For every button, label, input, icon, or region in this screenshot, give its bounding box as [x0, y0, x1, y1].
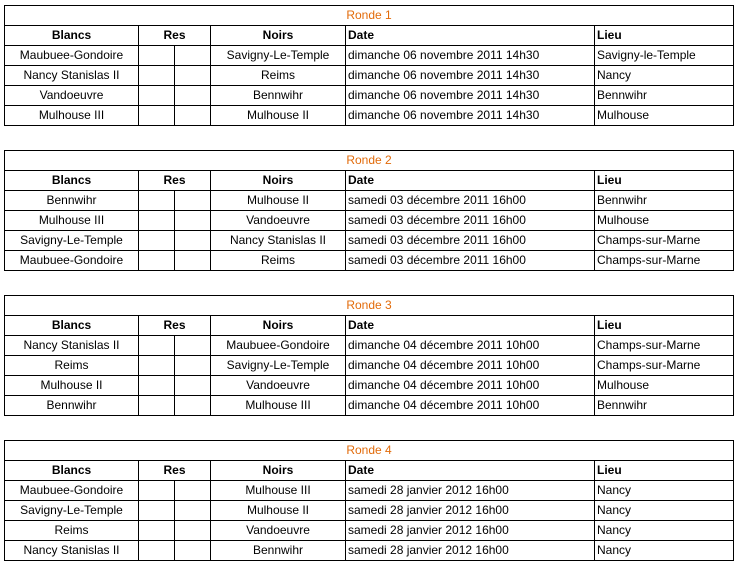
round-3-table	[4, 295, 734, 416]
black-result-cell	[175, 231, 211, 251]
column-header-row	[5, 461, 734, 481]
game-row	[5, 481, 734, 501]
white-result-cell	[139, 66, 175, 86]
black-team: Mulhouse III	[211, 481, 346, 501]
game-date: dimanche 04 décembre 2011 10h00	[346, 336, 595, 356]
white-result-cell	[139, 86, 175, 106]
header-lieu: Lieu	[595, 316, 734, 336]
game-date: samedi 03 décembre 2011 16h00	[346, 191, 595, 211]
black-result-cell	[175, 106, 211, 126]
white-result-cell	[139, 481, 175, 501]
game-date: samedi 28 janvier 2012 16h00	[346, 501, 595, 521]
black-team: Savigny-Le-Temple	[211, 46, 346, 66]
white-team: Mulhouse III	[5, 106, 139, 126]
game-date: samedi 03 décembre 2011 16h00	[346, 231, 595, 251]
black-result-cell	[175, 481, 211, 501]
game-location: Nancy	[595, 521, 734, 541]
black-result-cell	[175, 46, 211, 66]
game-location: Champs-sur-Marne	[595, 356, 734, 376]
game-location: Nancy	[595, 501, 734, 521]
white-team: Reims	[5, 356, 139, 376]
header-res: Res	[139, 461, 211, 481]
white-result-cell	[139, 46, 175, 66]
black-team: Reims	[211, 251, 346, 271]
round-2-table	[4, 150, 734, 271]
round-title-row	[5, 151, 734, 171]
black-team: Mulhouse II	[211, 501, 346, 521]
game-date: dimanche 04 décembre 2011 10h00	[346, 376, 595, 396]
black-result-cell	[175, 211, 211, 231]
game-location: Bennwihr	[595, 86, 734, 106]
header-res: Res	[139, 26, 211, 46]
black-result-cell	[175, 356, 211, 376]
game-location: Bennwihr	[595, 191, 734, 211]
game-location: Bennwihr	[595, 396, 734, 416]
round-title: Ronde 3	[5, 296, 734, 316]
black-team: Vandoeuvre	[211, 521, 346, 541]
game-location: Champs-sur-Marne	[595, 251, 734, 271]
white-team: Savigny-Le-Temple	[5, 501, 139, 521]
game-row	[5, 521, 734, 541]
game-date: samedi 28 janvier 2012 16h00	[346, 541, 595, 561]
game-location: Nancy	[595, 481, 734, 501]
header-blancs: Blancs	[5, 461, 139, 481]
black-team: Mulhouse II	[211, 106, 346, 126]
game-row	[5, 211, 734, 231]
white-result-cell	[139, 336, 175, 356]
white-team: Mulhouse III	[5, 211, 139, 231]
game-row	[5, 251, 734, 271]
header-res: Res	[139, 171, 211, 191]
white-result-cell	[139, 521, 175, 541]
round-4-table	[4, 440, 734, 561]
game-row	[5, 376, 734, 396]
round-title-row	[5, 6, 734, 26]
white-result-cell	[139, 231, 175, 251]
game-date: samedi 03 décembre 2011 16h00	[346, 251, 595, 271]
header-date: Date	[346, 461, 595, 481]
round-title-row	[5, 296, 734, 316]
white-team: Maubuee-Gondoire	[5, 481, 139, 501]
white-result-cell	[139, 376, 175, 396]
black-team: Nancy Stanislas II	[211, 231, 346, 251]
black-result-cell	[175, 396, 211, 416]
header-noirs: Noirs	[211, 26, 346, 46]
game-location: Savigny-le-Temple	[595, 46, 734, 66]
black-team: Bennwihr	[211, 86, 346, 106]
white-team: Bennwihr	[5, 191, 139, 211]
game-row	[5, 191, 734, 211]
header-date: Date	[346, 26, 595, 46]
white-team: Reims	[5, 521, 139, 541]
white-team: Maubuee-Gondoire	[5, 46, 139, 66]
round-title: Ronde 1	[5, 6, 734, 26]
game-location: Nancy	[595, 541, 734, 561]
round-title-row	[5, 441, 734, 461]
black-result-cell	[175, 191, 211, 211]
game-date: dimanche 04 décembre 2011 10h00	[346, 356, 595, 376]
header-date: Date	[346, 171, 595, 191]
game-row	[5, 336, 734, 356]
game-location: Champs-sur-Marne	[595, 336, 734, 356]
black-team: Savigny-Le-Temple	[211, 356, 346, 376]
game-location: Mulhouse	[595, 106, 734, 126]
black-result-cell	[175, 336, 211, 356]
white-result-cell	[139, 191, 175, 211]
header-noirs: Noirs	[211, 171, 346, 191]
game-date: dimanche 06 novembre 2011 14h30	[346, 86, 595, 106]
game-row	[5, 541, 734, 561]
white-result-cell	[139, 106, 175, 126]
game-date: samedi 03 décembre 2011 16h00	[346, 211, 595, 231]
white-team: Nancy Stanislas II	[5, 66, 139, 86]
game-location: Champs-sur-Marne	[595, 231, 734, 251]
header-noirs: Noirs	[211, 461, 346, 481]
game-date: dimanche 06 novembre 2011 14h30	[346, 46, 595, 66]
column-header-row	[5, 316, 734, 336]
header-res: Res	[139, 316, 211, 336]
round-title: Ronde 4	[5, 441, 734, 461]
column-header-row	[5, 171, 734, 191]
black-result-cell	[175, 251, 211, 271]
game-date: samedi 28 janvier 2012 16h00	[346, 481, 595, 501]
header-blancs: Blancs	[5, 26, 139, 46]
white-result-cell	[139, 211, 175, 231]
game-location: Nancy	[595, 66, 734, 86]
white-team: Mulhouse II	[5, 376, 139, 396]
round-1-table	[4, 5, 734, 126]
black-team: Maubuee-Gondoire	[211, 336, 346, 356]
game-row	[5, 231, 734, 251]
header-lieu: Lieu	[595, 26, 734, 46]
black-team: Mulhouse II	[211, 191, 346, 211]
header-date: Date	[346, 316, 595, 336]
white-team: Maubuee-Gondoire	[5, 251, 139, 271]
white-team: Savigny-Le-Temple	[5, 231, 139, 251]
black-team: Vandoeuvre	[211, 211, 346, 231]
white-team: Vandoeuvre	[5, 86, 139, 106]
white-team: Bennwihr	[5, 396, 139, 416]
black-result-cell	[175, 66, 211, 86]
black-result-cell	[175, 521, 211, 541]
header-blancs: Blancs	[5, 316, 139, 336]
white-result-cell	[139, 501, 175, 521]
white-team: Nancy Stanislas II	[5, 541, 139, 561]
game-row	[5, 86, 734, 106]
black-team: Reims	[211, 66, 346, 86]
game-row	[5, 66, 734, 86]
game-row	[5, 356, 734, 376]
header-noirs: Noirs	[211, 316, 346, 336]
white-result-cell	[139, 541, 175, 561]
black-result-cell	[175, 501, 211, 521]
game-row	[5, 501, 734, 521]
black-team: Vandoeuvre	[211, 376, 346, 396]
game-location: Mulhouse	[595, 376, 734, 396]
header-lieu: Lieu	[595, 171, 734, 191]
game-row	[5, 46, 734, 66]
black-team: Mulhouse III	[211, 396, 346, 416]
round-title: Ronde 2	[5, 151, 734, 171]
white-result-cell	[139, 396, 175, 416]
game-date: dimanche 06 novembre 2011 14h30	[346, 66, 595, 86]
black-result-cell	[175, 86, 211, 106]
column-header-row	[5, 26, 734, 46]
black-team: Bennwihr	[211, 541, 346, 561]
game-date: dimanche 06 novembre 2011 14h30	[346, 106, 595, 126]
game-row	[5, 396, 734, 416]
game-date: dimanche 04 décembre 2011 10h00	[346, 396, 595, 416]
white-result-cell	[139, 251, 175, 271]
black-result-cell	[175, 376, 211, 396]
game-date: samedi 28 janvier 2012 16h00	[346, 521, 595, 541]
black-result-cell	[175, 541, 211, 561]
game-location: Mulhouse	[595, 211, 734, 231]
header-blancs: Blancs	[5, 171, 139, 191]
header-lieu: Lieu	[595, 461, 734, 481]
white-team: Nancy Stanislas II	[5, 336, 139, 356]
white-result-cell	[139, 356, 175, 376]
game-row	[5, 106, 734, 126]
